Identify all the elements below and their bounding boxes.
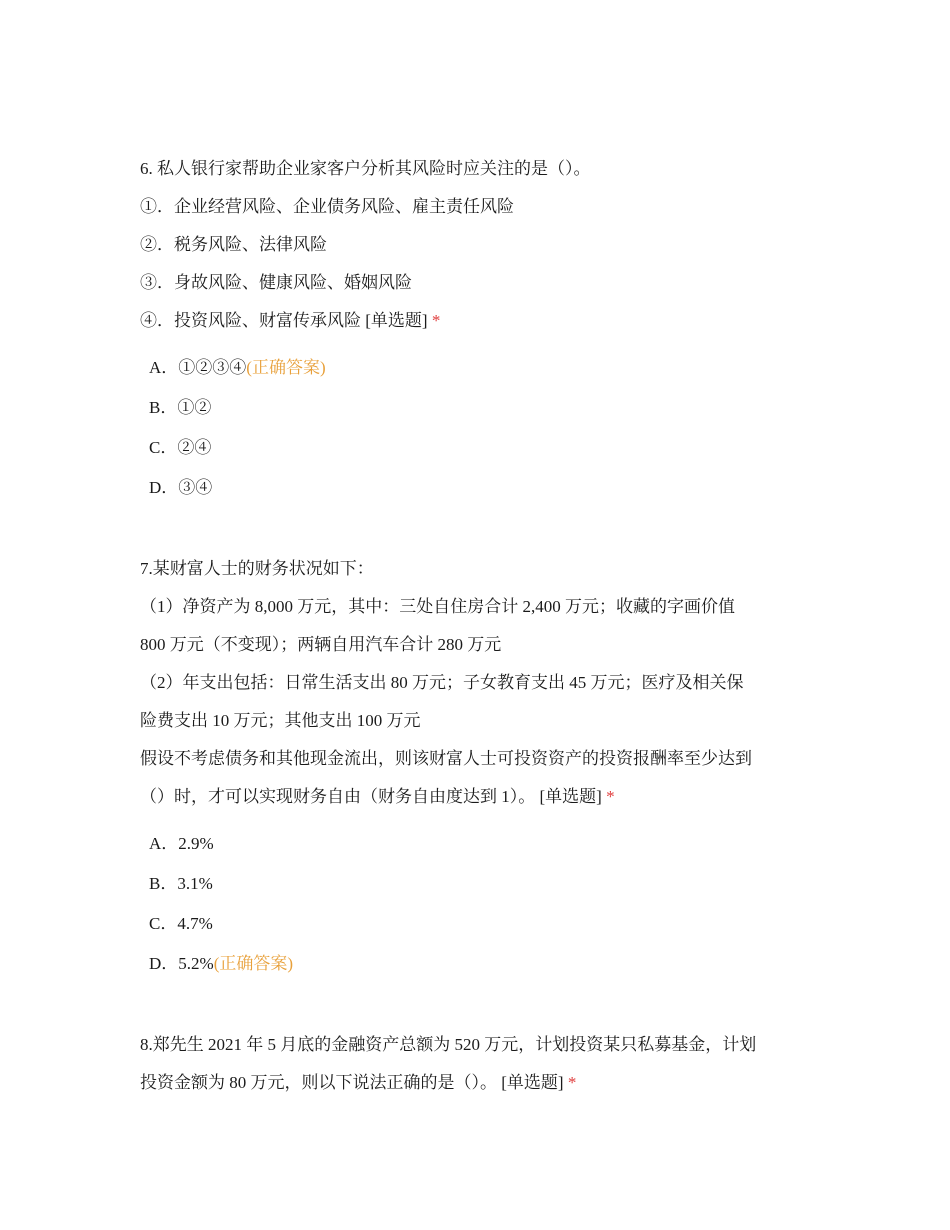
option-text: 2.9% (178, 834, 214, 853)
question-6-item-4-text: ④．投资风险、财富传承风险 [单选题] (140, 311, 428, 330)
question-6 (140, 150, 830, 508)
option-letter: C． (149, 914, 178, 933)
option-c[interactable] (140, 904, 830, 944)
question-7-detail-2a: （2）年支出包括：日常生活支出 80 万元；子女教育支出 45 万元；医疗及相关保 (140, 673, 744, 692)
question-7-prompt-a: 假设不考虑债务和其他现金流出，则该财富人士可投资资产的投资报酬率至少达到 (140, 749, 752, 768)
question-8-stem-a: 8.郑先生 2021 年 5 月底的金融资产总额为 520 万元，计划投资某只私募基金，计划 (140, 1035, 757, 1054)
option-letter: B． (149, 874, 178, 893)
correct-answer-tag: (正确答案) (246, 358, 326, 377)
question-7 (140, 550, 830, 984)
option-c[interactable] (140, 428, 830, 468)
option-letter: D． (149, 478, 179, 497)
question-7-prompt-b (140, 778, 830, 816)
question-8-stem-b-text: 投资金额为 80 万元，则以下说法正确的是（）。 [单选题] (140, 1073, 564, 1092)
option-letter: D． (149, 954, 179, 973)
option-text: ①②③④ (178, 358, 247, 377)
question-7-detail-1a: （1）净资产为 8,000 万元，其中：三处自住房合计 2,400 万元；收藏的字画价值 (140, 597, 735, 616)
option-text: ①② (177, 398, 212, 417)
question-7-stem: 7.某财富人士的财务状况如下： (140, 559, 374, 578)
question-6-item-3: ③．身故风险、健康风险、婚姻风险 (140, 273, 412, 292)
option-letter: B． (149, 398, 178, 417)
spacer (140, 984, 830, 1026)
document-page (140, 150, 830, 1102)
question-7-detail-1b: 800 万元（不变现）；两辆自用汽车合计 280 万元 (140, 635, 502, 654)
question-8-stem-b (140, 1064, 830, 1102)
option-text: 4.7% (177, 914, 213, 933)
question-7-detail-2b: 险费支出 10 万元；其他支出 100 万元 (140, 711, 421, 730)
required-mark: * (431, 311, 441, 330)
question-7-options (140, 824, 830, 984)
question-6-item-2: ②．税务风险、法律风险 (140, 235, 327, 254)
option-a[interactable] (140, 348, 830, 388)
question-8 (140, 1026, 830, 1102)
question-6-item-4 (140, 302, 830, 340)
spacer (140, 508, 830, 550)
question-7-prompt-b-text: （）时，才可以实现财务自由（财务自由度达到 1）。 [单选题] (140, 787, 602, 806)
option-text: ②④ (177, 438, 212, 457)
question-6-stem: 6. 私人银行家帮助企业家客户分析其风险时应关注的是（）。 (140, 159, 591, 178)
option-a[interactable] (140, 824, 830, 864)
option-letter: C． (149, 438, 178, 457)
required-mark: * (606, 787, 615, 806)
option-letter: A． (149, 358, 179, 377)
question-6-options (140, 348, 830, 508)
option-letter: A． (149, 834, 179, 853)
correct-answer-tag: (正确答案) (213, 954, 294, 973)
option-text: ③④ (178, 478, 213, 497)
option-text: 5.2% (178, 954, 214, 973)
option-d[interactable] (140, 944, 830, 984)
option-b[interactable] (140, 388, 830, 428)
option-b[interactable] (140, 864, 830, 904)
required-mark: * (567, 1073, 577, 1092)
option-text: 3.1% (177, 874, 213, 893)
option-d[interactable] (140, 468, 830, 508)
question-6-item-1: ①．企业经营风险、企业债务风险、雇主责任风险 (140, 197, 514, 216)
